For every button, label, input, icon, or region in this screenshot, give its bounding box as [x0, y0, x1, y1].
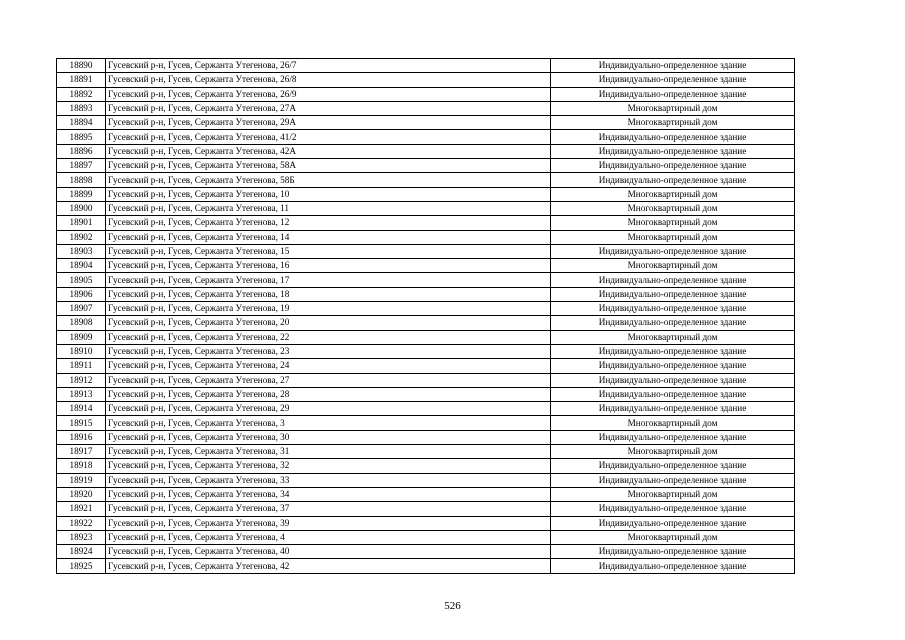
- address-cell: Гусевский р-н, Гусев, Сержанта Утегенова, 26/9: [106, 87, 551, 101]
- registry-table-body: [57, 59, 795, 574]
- table-row: [57, 545, 795, 559]
- address-cell: Гусевский р-н, Гусев, Сержанта Утегенова, 37: [106, 502, 551, 516]
- table-row: [57, 559, 795, 573]
- table-row: [57, 173, 795, 187]
- table-row: [57, 101, 795, 115]
- address-cell: Гусевский р-н, Гусев, Сержанта Утегенова, 4: [106, 530, 551, 544]
- row-number-cell: 18898: [57, 173, 106, 187]
- building-type-cell: Индивидуально-определенное здание: [551, 144, 795, 158]
- row-number-cell: 18895: [57, 130, 106, 144]
- row-number-cell: 18915: [57, 416, 106, 430]
- table-row: [57, 87, 795, 101]
- table-row: [57, 159, 795, 173]
- row-number-cell: 18902: [57, 230, 106, 244]
- building-type-cell: Индивидуально-определенное здание: [551, 316, 795, 330]
- building-type-cell: Многоквартирный дом: [551, 530, 795, 544]
- address-cell: Гусевский р-н, Гусев, Сержанта Утегенова, 18: [106, 287, 551, 301]
- table-row: [57, 287, 795, 301]
- building-type-cell: Индивидуально-определенное здание: [551, 545, 795, 559]
- row-number-cell: 18906: [57, 287, 106, 301]
- row-number-cell: 18909: [57, 330, 106, 344]
- building-type-cell: Индивидуально-определенное здание: [551, 402, 795, 416]
- row-number-cell: 18903: [57, 244, 106, 258]
- table-row: [57, 387, 795, 401]
- row-number-cell: 18908: [57, 316, 106, 330]
- building-type-cell: Индивидуально-определенное здание: [551, 130, 795, 144]
- address-cell: Гусевский р-н, Гусев, Сержанта Утегенова, 34: [106, 487, 551, 501]
- row-number-cell: 18892: [57, 87, 106, 101]
- table-row: [57, 402, 795, 416]
- address-cell: Гусевский р-н, Гусев, Сержанта Утегенова, 11: [106, 201, 551, 215]
- address-cell: Гусевский р-н, Гусев, Сержанта Утегенова, 14: [106, 230, 551, 244]
- address-cell: Гусевский р-н, Гусев, Сержанта Утегенова, 31: [106, 445, 551, 459]
- address-cell: Гусевский р-н, Гусев, Сержанта Утегенова, 27А: [106, 101, 551, 115]
- row-number-cell: 18901: [57, 216, 106, 230]
- building-type-cell: Индивидуально-определенное здание: [551, 459, 795, 473]
- table-row: [57, 373, 795, 387]
- table-row: [57, 273, 795, 287]
- row-number-cell: 18907: [57, 302, 106, 316]
- page-number: 526: [444, 600, 461, 612]
- row-number-cell: 18897: [57, 159, 106, 173]
- row-number-cell: 18923: [57, 530, 106, 544]
- table-row: [57, 144, 795, 158]
- address-cell: Гусевский р-н, Гусев, Сержанта Утегенова, 41/2: [106, 130, 551, 144]
- table-row: [57, 530, 795, 544]
- address-cell: Гусевский р-н, Гусев, Сержанта Утегенова, 40: [106, 545, 551, 559]
- row-number-cell: 18896: [57, 144, 106, 158]
- building-type-cell: Индивидуально-определенное здание: [551, 473, 795, 487]
- address-cell: Гусевский р-н, Гусев, Сержанта Утегенова, 23: [106, 344, 551, 358]
- table-row: [57, 330, 795, 344]
- row-number-cell: 18900: [57, 201, 106, 215]
- address-cell: Гусевский р-н, Гусев, Сержанта Утегенова, 29А: [106, 116, 551, 130]
- address-cell: Гусевский р-н, Гусев, Сержанта Утегенова, 27: [106, 373, 551, 387]
- building-type-cell: Многоквартирный дом: [551, 259, 795, 273]
- address-cell: Гусевский р-н, Гусев, Сержанта Утегенова, 3: [106, 416, 551, 430]
- address-cell: Гусевский р-н, Гусев, Сержанта Утегенова, 16: [106, 259, 551, 273]
- building-type-cell: Индивидуально-определенное здание: [551, 559, 795, 573]
- table-row: [57, 316, 795, 330]
- building-type-cell: Индивидуально-определенное здание: [551, 87, 795, 101]
- address-cell: Гусевский р-н, Гусев, Сержанта Утегенова, 26/8: [106, 73, 551, 87]
- row-number-cell: 18924: [57, 545, 106, 559]
- building-type-cell: Индивидуально-определенное здание: [551, 173, 795, 187]
- address-cell: Гусевский р-н, Гусев, Сержанта Утегенова, 17: [106, 273, 551, 287]
- address-cell: Гусевский р-н, Гусев, Сержанта Утегенова, 15: [106, 244, 551, 258]
- table-row: [57, 416, 795, 430]
- table-row: [57, 59, 795, 73]
- address-cell: Гусевский р-н, Гусев, Сержанта Утегенова, 32: [106, 459, 551, 473]
- table-row: [57, 302, 795, 316]
- row-number-cell: 18890: [57, 59, 106, 73]
- table-row: [57, 459, 795, 473]
- row-number-cell: 18919: [57, 473, 106, 487]
- building-type-cell: Индивидуально-определенное здание: [551, 73, 795, 87]
- address-cell: Гусевский р-н, Гусев, Сержанта Утегенова, 58А: [106, 159, 551, 173]
- building-type-cell: Многоквартирный дом: [551, 116, 795, 130]
- building-type-cell: Индивидуально-определенное здание: [551, 302, 795, 316]
- table-row: [57, 230, 795, 244]
- table-row: [57, 130, 795, 144]
- building-type-cell: Индивидуально-определенное здание: [551, 387, 795, 401]
- address-cell: Гусевский р-н, Гусев, Сержанта Утегенова, 33: [106, 473, 551, 487]
- table-row: [57, 344, 795, 358]
- address-cell: Гусевский р-н, Гусев, Сержанта Утегенова, 39: [106, 516, 551, 530]
- table-row: [57, 116, 795, 130]
- building-type-cell: Многоквартирный дом: [551, 201, 795, 215]
- building-type-cell: Индивидуально-определенное здание: [551, 502, 795, 516]
- address-cell: Гусевский р-н, Гусев, Сержанта Утегенова, 58Б: [106, 173, 551, 187]
- address-cell: Гусевский р-н, Гусев, Сержанта Утегенова, 19: [106, 302, 551, 316]
- row-number-cell: 18918: [57, 459, 106, 473]
- table-row: [57, 516, 795, 530]
- building-type-cell: Индивидуально-определенное здание: [551, 159, 795, 173]
- table-row: [57, 359, 795, 373]
- property-registry-table: [56, 58, 795, 574]
- row-number-cell: 18921: [57, 502, 106, 516]
- address-cell: Гусевский р-н, Гусев, Сержанта Утегенова, 12: [106, 216, 551, 230]
- building-type-cell: Многоквартирный дом: [551, 187, 795, 201]
- table-row: [57, 445, 795, 459]
- address-cell: Гусевский р-н, Гусев, Сержанта Утегенова, 24: [106, 359, 551, 373]
- row-number-cell: 18917: [57, 445, 106, 459]
- address-cell: Гусевский р-н, Гусев, Сержанта Утегенова, 29: [106, 402, 551, 416]
- building-type-cell: Многоквартирный дом: [551, 416, 795, 430]
- building-type-cell: Индивидуально-определенное здание: [551, 359, 795, 373]
- row-number-cell: 18910: [57, 344, 106, 358]
- address-cell: Гусевский р-н, Гусев, Сержанта Утегенова, 10: [106, 187, 551, 201]
- address-cell: Гусевский р-н, Гусев, Сержанта Утегенова, 22: [106, 330, 551, 344]
- table-row: [57, 487, 795, 501]
- address-cell: Гусевский р-н, Гусев, Сержанта Утегенова, 26/7: [106, 59, 551, 73]
- row-number-cell: 18913: [57, 387, 106, 401]
- building-type-cell: Многоквартирный дом: [551, 230, 795, 244]
- building-type-cell: Индивидуально-определенное здание: [551, 273, 795, 287]
- address-cell: Гусевский р-н, Гусев, Сержанта Утегенова, 42: [106, 559, 551, 573]
- table-row: [57, 216, 795, 230]
- address-cell: Гусевский р-н, Гусев, Сержанта Утегенова, 28: [106, 387, 551, 401]
- building-type-cell: Индивидуально-определенное здание: [551, 59, 795, 73]
- row-number-cell: 18916: [57, 430, 106, 444]
- row-number-cell: 18912: [57, 373, 106, 387]
- table-row: [57, 430, 795, 444]
- address-cell: Гусевский р-н, Гусев, Сержанта Утегенова, 42А: [106, 144, 551, 158]
- table-row: [57, 473, 795, 487]
- table-row: [57, 73, 795, 87]
- row-number-cell: 18893: [57, 101, 106, 115]
- row-number-cell: 18905: [57, 273, 106, 287]
- table-row: [57, 259, 795, 273]
- building-type-cell: Многоквартирный дом: [551, 445, 795, 459]
- table-row: [57, 201, 795, 215]
- address-cell: Гусевский р-н, Гусев, Сержанта Утегенова, 20: [106, 316, 551, 330]
- row-number-cell: 18894: [57, 116, 106, 130]
- building-type-cell: Индивидуально-определенное здание: [551, 430, 795, 444]
- row-number-cell: 18899: [57, 187, 106, 201]
- row-number-cell: 18891: [57, 73, 106, 87]
- building-type-cell: Индивидуально-определенное здание: [551, 516, 795, 530]
- row-number-cell: 18904: [57, 259, 106, 273]
- table-row: [57, 502, 795, 516]
- row-number-cell: 18914: [57, 402, 106, 416]
- building-type-cell: Индивидуально-определенное здание: [551, 373, 795, 387]
- building-type-cell: Индивидуально-определенное здание: [551, 287, 795, 301]
- building-type-cell: Многоквартирный дом: [551, 330, 795, 344]
- building-type-cell: Многоквартирный дом: [551, 101, 795, 115]
- row-number-cell: 18911: [57, 359, 106, 373]
- table-row: [57, 244, 795, 258]
- row-number-cell: 18922: [57, 516, 106, 530]
- building-type-cell: Индивидуально-определенное здание: [551, 244, 795, 258]
- building-type-cell: Индивидуально-определенное здание: [551, 344, 795, 358]
- address-cell: Гусевский р-н, Гусев, Сержанта Утегенова, 30: [106, 430, 551, 444]
- table-row: [57, 187, 795, 201]
- building-type-cell: Многоквартирный дом: [551, 216, 795, 230]
- row-number-cell: 18920: [57, 487, 106, 501]
- row-number-cell: 18925: [57, 559, 106, 573]
- building-type-cell: Многоквартирный дом: [551, 487, 795, 501]
